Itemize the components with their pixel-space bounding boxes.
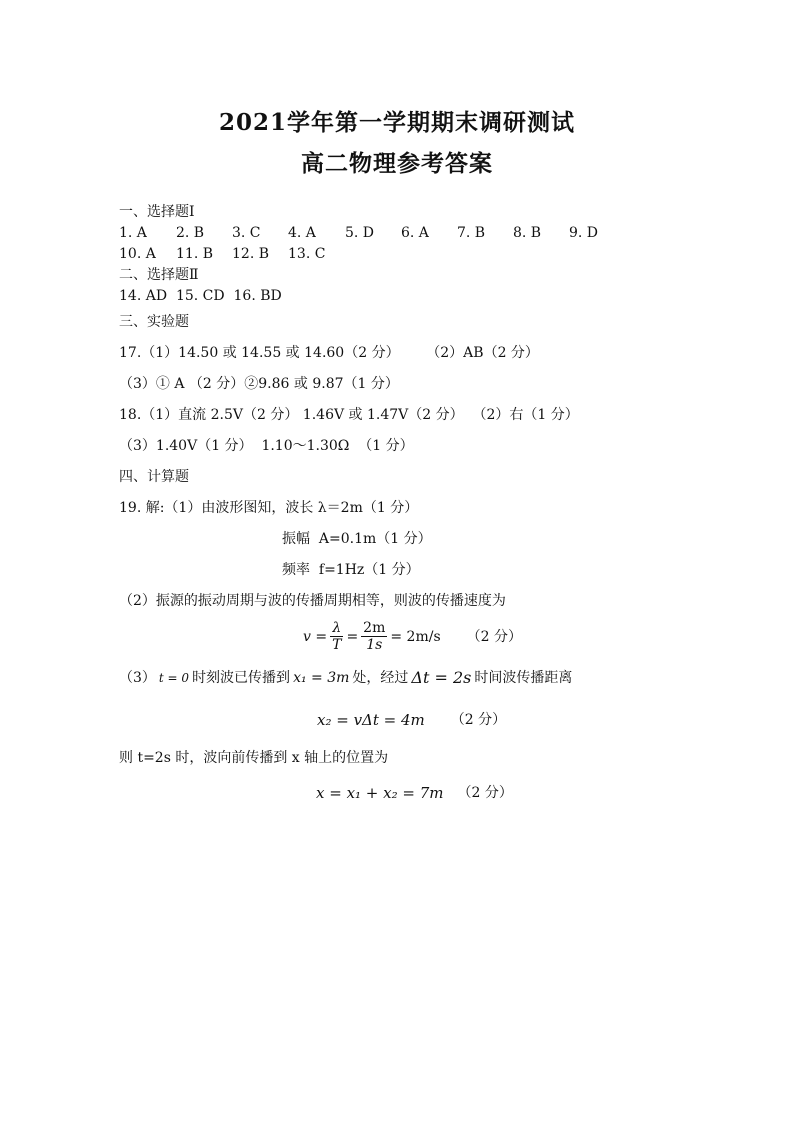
- formula-equals: =: [346, 628, 359, 645]
- mcq-answer: 13. C: [288, 246, 326, 262]
- wave-speed-formula: [303, 620, 522, 653]
- formula-lhs: v =: [303, 628, 328, 645]
- text-segment: 时间波传播距离: [474, 670, 573, 686]
- answers-14-16: 14. AD 15. CD 16. BD: [119, 288, 282, 304]
- fraction-lambda-over-T: [330, 620, 343, 653]
- formula-expression: x = x₁ + x₂ = 7m: [316, 784, 444, 802]
- mcq-answer: 10. A: [119, 246, 156, 262]
- text-segment: 时刻波已传播到: [192, 670, 291, 686]
- fraction-numerator: 2m: [363, 620, 386, 636]
- formula-score: （2 分）: [466, 628, 522, 645]
- mcq-answer: 5. D: [345, 225, 375, 241]
- mcq-answer: 4. A: [288, 225, 316, 241]
- position-x1: x₁ = 3m: [293, 670, 350, 686]
- time-interval: Δt = 2s: [411, 668, 472, 687]
- answer-19-intro: 19. 解:（1）由波形图知，波长 λ＝2m（1 分）: [119, 500, 419, 516]
- answer-17-line-2: （3）① A （2 分）②9.86 或 9.87（1 分）: [119, 376, 399, 392]
- answer-key-title: 高二物理参考答案: [301, 150, 493, 177]
- mcq-answer: 1. A: [119, 225, 147, 241]
- mcq-answer: 7. B: [457, 225, 486, 241]
- fraction-denominator: T: [332, 637, 342, 653]
- answer-17-line-1: 17.（1）14.50 或 14.55 或 14.60（2 分） （2）AB（2 分）: [119, 345, 539, 361]
- formula-score: （2 分）: [450, 712, 507, 728]
- section-calculation-heading: 四、计算题: [119, 469, 189, 485]
- time-zero: t = 0: [158, 671, 190, 685]
- section-choice-1-heading: 一、选择题Ⅰ: [119, 204, 195, 220]
- mcq-answer: 2. B: [176, 225, 205, 241]
- mcq-answer: 6. A: [401, 225, 429, 241]
- distance-formula: [317, 711, 506, 729]
- text-segment: 处，经过: [352, 670, 409, 686]
- part-label: （3）: [119, 670, 156, 686]
- formula-rhs: = 2m/s: [390, 628, 441, 645]
- mcq-answer: 8. B: [513, 225, 542, 241]
- answer-19-amplitude: 振幅 A=0.1m（1 分）: [282, 531, 432, 547]
- fraction-numerator: λ: [332, 620, 342, 636]
- formula-expression: x₂ = vΔt = 4m: [317, 711, 425, 729]
- section-experiment-heading: 三、实验题: [119, 314, 189, 330]
- answer-19-part-3: [119, 669, 572, 687]
- position-formula: [316, 784, 513, 802]
- answer-19-conclusion: 则 t=2s 时，波向前传播到 x 轴上的位置为: [119, 750, 389, 766]
- answer-19-frequency: 频率 f=1Hz（1 分）: [282, 562, 420, 578]
- section-choice-2-heading: 二、选择题Ⅱ: [119, 267, 199, 283]
- fraction-denominator: 1s: [366, 637, 383, 653]
- mcq-answer: 3. C: [232, 225, 261, 241]
- exam-title: 2021学年第一学期期末调研测试: [218, 109, 575, 136]
- answer-18-line-1: 18.（1）直流 2.5V（2 分） 1.46V 或 1.47V（2 分） （2）右（1 分）: [119, 407, 579, 423]
- answer-18-line-2: （3）1.40V（1 分） 1.10～1.30Ω （1 分）: [119, 438, 414, 454]
- mcq-answer: 12. B: [232, 246, 270, 262]
- formula-score: （2 分）: [457, 785, 513, 801]
- mcq-answer: 9. D: [569, 225, 599, 241]
- fraction-2m-over-1s: [361, 620, 387, 653]
- mcq-answer: 11. B: [176, 246, 214, 262]
- answer-19-part-2: （2）振源的振动周期与波的传播周期相等，则波的传播速度为: [119, 593, 506, 609]
